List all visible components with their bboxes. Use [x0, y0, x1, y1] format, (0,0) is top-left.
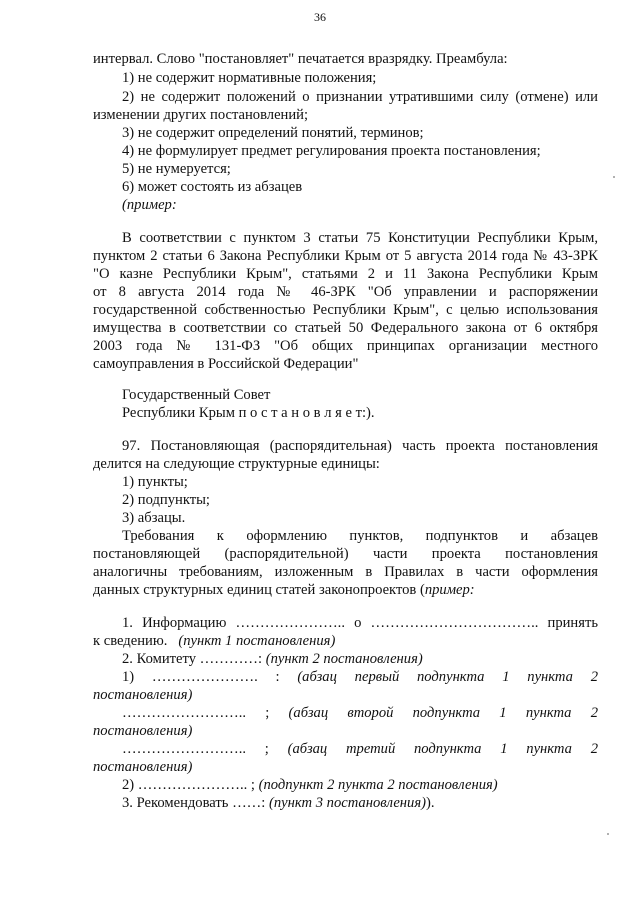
example-line-6: имущества в соответствии со статьей 50 Федерального закона от 6 октября [93, 320, 598, 336]
example-line-2: пунктом 2 статьи 6 Закона Республики Крым от 5 августа 2014 года № 43-ЗРК [93, 248, 598, 264]
preamble-item-1: 1) не содержит нормативные положения; [122, 70, 377, 86]
example2-text: …………………….. ; [122, 705, 270, 721]
example2-line-7: постановления) [93, 723, 193, 739]
unit-item-1: 1) пункты; [122, 474, 188, 490]
closing-line-2: Республики Крым п о с т а н о в л я е т:). [122, 405, 375, 421]
example-line-5: государственной собственностью Республики Крым", с целью использования [93, 302, 598, 318]
example2-note: (абзац первый подпункта 1 пункта 2 [297, 669, 598, 685]
example2-line-8 [122, 740, 598, 758]
example2-note: (пункт 3 постановления) [269, 795, 426, 811]
example-line-7: 2003 года № 131-ФЗ "Об общих принципах организации местного [93, 338, 598, 354]
example2-text: к сведению. [93, 633, 168, 649]
example2-note: (пункт 1 постановления) [178, 633, 336, 649]
preamble-item-2-cont: изменении других постановлений; [93, 107, 309, 123]
page-number: 36 [314, 10, 326, 24]
example2-text: 2. Комитету …………: [122, 651, 263, 667]
example2-end: ). [425, 795, 435, 811]
example-line-3: "О казне Республики Крым", статьями 2 и 11 Закона Республики Крым [93, 266, 598, 282]
example2-line-6 [122, 704, 598, 722]
example2-line-2 [93, 632, 598, 650]
closing-line-1: Государственный Совет [122, 387, 271, 403]
example2-note: (пункт 2 постановления) [265, 651, 423, 667]
example2-text: 3. Рекомендовать ……: [122, 795, 266, 811]
example-line-8: самоуправления в Российской Федерации" [93, 356, 359, 372]
example2-line-10 [122, 776, 598, 794]
requirements-line-2: постановляющей (распорядительной) части проекта постановления [93, 546, 598, 562]
example2-line-5: постановления) [93, 687, 193, 703]
preamble-item-6: 6) может состоять из абзацев [122, 179, 303, 195]
example-line-1: В соответствии с пунктом 3 статьи 75 Конституции Республики Крым, [122, 230, 598, 246]
requirements-line-1: Требования к оформлению пунктов, подпунктов и абзацев [122, 528, 598, 544]
preamble-item-3: 3) не содержит определений понятий, терминов; [122, 125, 424, 141]
example2-line-9: постановления) [93, 759, 193, 775]
intro-line: интервал. Слово "постановляет" печатается вразрядку. Преамбула: [93, 51, 508, 67]
requirements-line-4 [93, 581, 598, 599]
unit-item-3: 3) абзацы. [122, 510, 186, 526]
example2-text: 2) ………………….. ; [122, 777, 255, 793]
example2-note: (подпункт 2 пункта 2 постановления) [258, 777, 498, 793]
example2-note: (абзац второй подпункта 1 пункта 2 [288, 705, 598, 721]
requirements-text: данных структурных единиц статей законопроектов ( [93, 582, 425, 598]
example2-line-3 [122, 650, 598, 668]
unit-item-2: 2) подпункты; [122, 492, 210, 508]
example2-text: …………………….. ; [122, 741, 269, 757]
section-97-heading-cont: делится на следующие структурные единицы: [93, 456, 380, 472]
example2-note: (абзац третий подпункта 1 пункта 2 [287, 741, 598, 757]
preamble-item-4: 4) не формулирует предмет регулирования проекта постановления; [122, 143, 541, 159]
preamble-item-2: 2) не содержит положений о признании утратившими силу (отмене) или [122, 89, 598, 105]
requirements-line-3: аналогичны требованиям, изложенным в Правилах в части оформления [93, 564, 598, 580]
section-97-heading: 97. Постановляющая (распорядительная) часть проекта постановления [122, 438, 598, 454]
scan-speck [607, 833, 609, 835]
preamble-item-5: 5) не нумеруется; [122, 161, 231, 177]
example2-line-4 [122, 668, 598, 686]
example2-text: 1) …………………. : [122, 669, 280, 685]
example2-line-1: 1. Информацию ………………….. о …………………………….. принять [122, 615, 598, 631]
example-open: (пример: [122, 197, 177, 213]
example-line-4: от 8 августа 2014 года № 46-ЗРК "Об управлении и распоряжении [93, 284, 598, 300]
scan-speck [613, 176, 615, 178]
example-label: пример: [424, 582, 475, 598]
example2-line-11 [122, 794, 598, 812]
